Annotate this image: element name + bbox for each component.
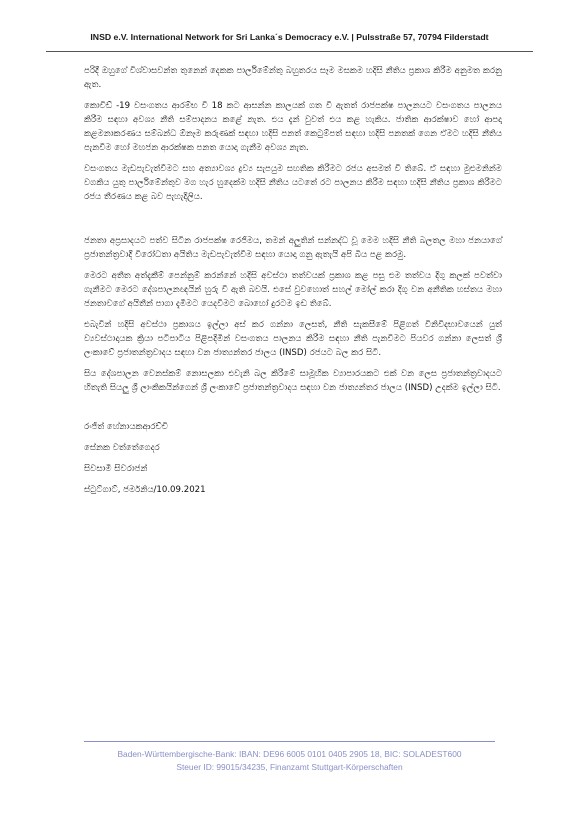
paragraph: වසංගතය මැඩපැවැත්වීමට සහ අත්‍යාවශ්‍ය ද්‍රව්‍ය සැපයුම සහතික කිරීමට රජය අසමත් වී තිබේ. ඒ සඳහා මුළුමනින්ම වගකිය යුතු පාර්ලිමේන්තුව මග හැර හුදෙක්ම හදිසි නීතිය යටතේ රට පාලනය කිරීම සඳහා හදිසි නීතිය ප්‍රකාශ කිරීමට රජය තීරණය කළ බව පැහැදිලිය. [84, 164, 502, 202]
signatory-name: සේනක වත්තේගෙදර [84, 443, 160, 453]
tax-details: Steuer ID: 99015/34235, Finanzamt Stuttgart-Körperschaften [176, 762, 403, 772]
paragraph: මෙරට අතීත අත්දැකීම් පෙන්නුම් කරන්නේ හදිසි අවස්ථා තත්වයක් ප්‍රකාශ කළ පසු එම තත්වය දිගු කලක් පවත්වා ගැනීමට මෙරට දේශපාලනඥයින් හුරු වී ඇති බවයි. එසේ වුවහොත් සහල් මෝල් කරා දිගු වන අනීතික හස්තය මහා ජනතාවගේ අයිතීන් පාගා දැමීමට යෙදවීමට බොහෝ දුරටම ඉඩ තිබේ. [84, 271, 502, 309]
signatory-name: රංජිත් හේනායකආරච්චි [84, 422, 168, 432]
footer [0, 748, 579, 774]
place-and-date: ස්ටුට්ගාට්, ජර්මනිය/10.09.2021 [84, 485, 206, 495]
signatory-name: සිවසාමි සිවරාජන් [84, 464, 148, 474]
letterhead: INSD e.V. International Network for Sri Lanka´s Democracy e.V. | Pulsstraße 57, 70794 Filderstadt [90, 32, 489, 42]
paragraph: පරිදී ඔහුගේ විශ්වාසවන්ත තුනෙන් දෙකක පාර්ලිමේන්තු බහුතරය සෑම මසකම හදිසි නීතිය ප්‍රකාශ කිරීම අනුමත කරනු ඇත. [84, 66, 502, 90]
letter-body [84, 64, 502, 501]
header-divider [46, 51, 533, 52]
paragraph: සිය දේශපාලන වෙනස්කම් නොසලකා එවැනි බල කිරීමේ සාමූහික ව්‍යාපාරයකට එක් වන ලෙස ප්‍රජාතන්ත්‍රවාදයට හිතැති සියලු ශ්‍රී ලාංකිකයින්ගෙන් ශ්‍රී ලංකාවේ ප්‍රජාතන්ත්‍රවාදය සඳහා වන ජාත්‍යන්තර ජාලය (INSD) උදක්ම ඉල්ලා සිටී. [84, 369, 502, 393]
footer-divider [84, 741, 495, 742]
bank-details: Baden-Württembergische-Bank: IBAN: DE96 6005 0101 0405 2905 18, BIC: SOLADEST600 [117, 749, 462, 759]
section-gap [84, 211, 502, 234]
paragraph: එබැවින් හදිසි අවස්ථා ප්‍රකාශය ඉල්ලා අස් කර ගන්නා ලෙසත්, නීති සැකසීමේ පිළිගත් විනිවිදභාවයෙන් යුත් ව්‍යවස්ථාදායක ක්‍රියා පටිපාටිය පිළිපදිමින් වසංගතය පාලනය කිරීම සඳහා නීති පැනවීමට පියවර ගන්නා ලෙසත් ශ්‍රී ලංකාවේ ප්‍රජාතන්ත්‍රවාදය සඳහා වන ජාත්‍යන්තර ජාලය (INSD) රජයට බල කර සිටී. [84, 320, 502, 358]
paragraph: ජනතා අප්‍රසාදයට පත්ව සිටින රාජපක්ෂ රෙජිමය, තමන් අලුතින් සන්නද්ධ වූ මෙම හදිසි නීති බලතල මහා ජනයාගේ ප්‍රජාතන්ත්‍රවාදී විරෝධතා අයිතිය මැඩපැවැත්වීම සඳහා යොදා ගනු ඇතැයි අපි බිය පළ කරමු. [84, 236, 502, 260]
signature-block [84, 417, 502, 501]
paragraph: කොවිඩ් -19 වසංගතය ආරම්භ වී 18 කට ආසන්න කාලයක් ගත වී ඇතත් රාජපක්ෂ පාලනයට වසංගතය පාලනය කිරීම සඳහා අවශ්‍ය නීති සම්පාදනය කළේ නැත. එය දැන් වුවත් එය කළ හැකිය. ජාතික ආරක්ෂාව හෝ ආපදා කළමනාකරණය සම්බන්ධ ඕනෑම කරුණක් සඳහා හදිසි පනත් කෙටුම්පත් සඳහා හදිසි පනතක් ගෙන ඒමට හදිසි නීතිය පැනවීම හෝ මහජන ආරක්ෂක පනත යොදා ගැනීම අවශ්‍ය නැත. [84, 101, 502, 153]
